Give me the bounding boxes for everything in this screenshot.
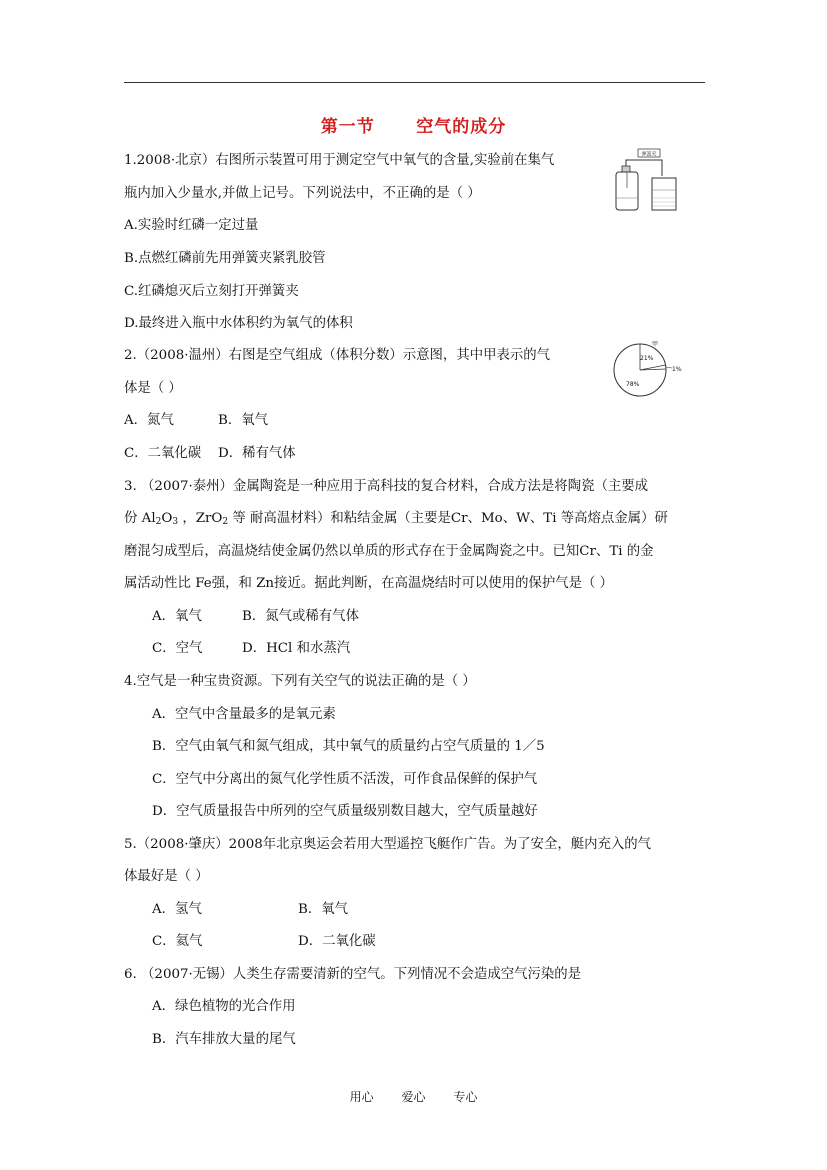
q3-option-a: A．氧气 <box>152 609 202 624</box>
q3-option-d: D．HCl 和水蒸汽 <box>242 641 351 656</box>
page-title: 第一节 空气的成分 <box>320 117 507 137</box>
q2-line2: 体是（ ） <box>124 381 182 396</box>
q1-line1: 1.2008·北京）右图所示装置可用于测定空气中氧气的含量,实验前在集气 <box>124 153 555 168</box>
pie-label-78: 78% <box>626 381 640 388</box>
q1-option-a: A.实验时红磷一定过量 <box>124 218 259 233</box>
header-rule <box>124 82 705 83</box>
q1-line2: 瓶内加入少量水,并做上记号。下列说法中，不正确的是（ ） <box>124 186 481 201</box>
q3-option-b: B．氮气或稀有气体 <box>242 609 359 624</box>
q1-option-d: D.最终进入瓶中水体积约为氧气的体积 <box>124 316 353 331</box>
footer-word-2: 爱心 <box>401 1090 426 1104</box>
apparatus-figure <box>612 148 684 214</box>
clamp-label: 弹簧夹 <box>641 151 657 158</box>
q4-option-b: B．空气由氧气和氮气组成，其中氧气的质量约占空气质量的 1／5 <box>152 739 545 754</box>
q6-line1: 6. （2007·无锡）人类生存需要清新的空气。下列情况不会造成空气污染的是 <box>124 967 582 982</box>
q2-line1: 2.（2008·温州）右图是空气组成（体积分数）示意图，其中甲表示的气 <box>124 348 551 363</box>
pie-label-1: 1% <box>672 366 682 373</box>
q4-option-a: A．空气中含量最多的是氧元素 <box>152 707 336 722</box>
q3-line3: 磨混匀成型后，高温烧结使金属仍然以单质的形式存在于金属陶瓷之中。已知Cr、Ti 的金 <box>124 544 654 559</box>
q3-line1: 3. （2007·泰州）金属陶瓷是一种应用于高科技的复合材料，合成方法是将陶瓷（主要成 <box>124 479 649 494</box>
q4-option-d: D．空气质量报告中所列的空气质量级别数目越大，空气质量越好 <box>152 804 538 819</box>
q2-option-d: D．稀有气体 <box>218 446 296 461</box>
q5-option-d: D．二氧化碳 <box>298 934 376 949</box>
air-composition-pie <box>612 338 688 402</box>
q5-option-b: B．氧气 <box>298 902 349 917</box>
q4-option-c: C．空气中分离出的氮气化学性质不活泼，可作食品保鲜的保护气 <box>152 772 538 787</box>
q6-option-a: A．绿色植物的光合作用 <box>152 999 296 1014</box>
q1-option-c: C.红磷熄灭后立刻打开弹簧夹 <box>124 284 299 299</box>
q5-line1: 5.（2008·肇庆）2008年北京奥运会若用大型遥控飞艇作广告。为了安全，艇内充入的气 <box>124 837 652 852</box>
q4-line1: 4.空气是一种宝贵资源。下列有关空气的说法正确的是（ ） <box>124 674 476 689</box>
pie-label-jia: 甲 <box>652 341 659 348</box>
q2-option-a: A．氮气 <box>124 413 174 428</box>
q3-line4: 属活动性比 Fe强，和 Zn接近。据此判断，在高温烧结时可以使用的保护气是（ ） <box>124 576 614 591</box>
footer-word-3: 专心 <box>453 1090 478 1104</box>
q2-option-c: C．二氧化碳 <box>124 446 202 461</box>
q3-option-c: C．空气 <box>152 641 203 656</box>
q5-line2: 体最好是（ ） <box>124 869 209 884</box>
q3-line2: 份 $Al_2O_3$ ，ZrO$_2$ 等 耐高温材料）和粘结金属（主要是Cr、Mo、W、Ti 等高熔点金属）研 <box>124 511 668 527</box>
q5-option-a: A．氢气 <box>152 902 202 917</box>
q5-option-c: C．氦气 <box>152 934 203 949</box>
q6-option-b: B．汽车排放大量的尾气 <box>152 1032 296 1047</box>
footer-word-1: 用心 <box>349 1090 374 1104</box>
q1-option-b: B.点燃红磷前先用弹簧夹紧乳胶管 <box>124 251 326 266</box>
q2-option-b: B．氧气 <box>218 413 269 428</box>
pie-label-21: 21% <box>640 355 654 362</box>
page-footer <box>0 1088 827 1105</box>
